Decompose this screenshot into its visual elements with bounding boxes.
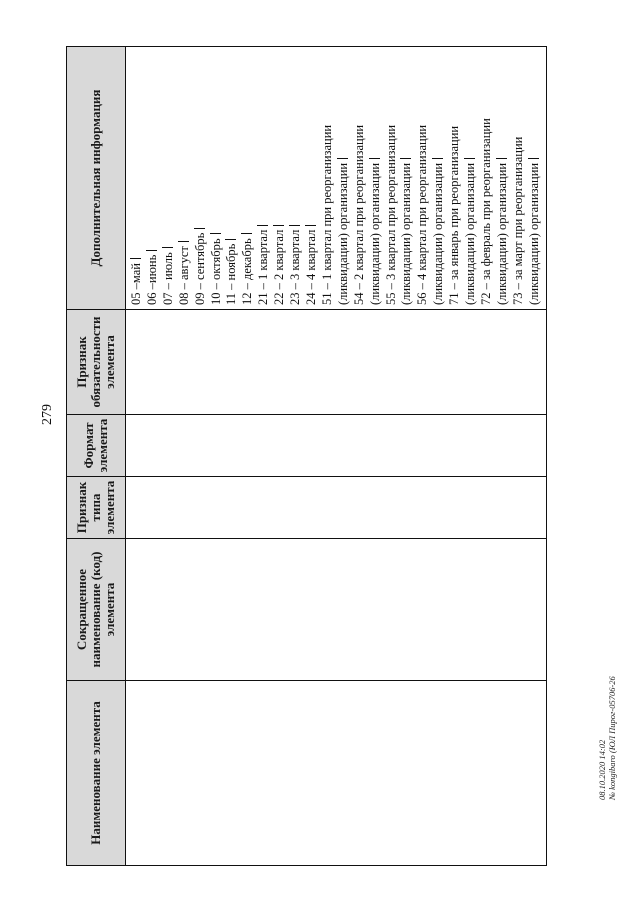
- stamp-line-2: № kongibaro (ЮЛ Пирог-05706-26: [607, 676, 617, 800]
- separator-bar: [130, 258, 141, 259]
- cell-element-format: [126, 415, 547, 477]
- element-spec-table-wrapper: [66, 47, 541, 866]
- info-line-text: 54 – 2 квартал при реорганизации: [351, 124, 366, 305]
- info-line: [399, 51, 415, 305]
- info-line-text: 51 – 1 квартал при реорганизации: [319, 124, 334, 305]
- separator-bar: [194, 228, 205, 229]
- info-line-text: (ликвидации) организации: [335, 162, 350, 305]
- separator-bar: [241, 233, 252, 234]
- separator-bar: [464, 158, 475, 159]
- info-line-text: (ликвидации) организации: [367, 162, 382, 305]
- info-line: [415, 51, 431, 305]
- info-line: [288, 51, 304, 305]
- cell-element-name: [126, 681, 547, 866]
- info-line: [304, 51, 320, 305]
- info-line-text: 71 – за январь при реорганизации: [447, 125, 462, 305]
- info-line-text: (ликвидации) организации: [526, 162, 541, 305]
- cell-additional-info: [126, 47, 547, 310]
- info-line-text: 12 – декабрь: [240, 238, 255, 305]
- table-header-row: [67, 47, 126, 866]
- info-line: [527, 51, 543, 305]
- info-line: [463, 51, 479, 305]
- info-line: [177, 51, 193, 305]
- info-line: [240, 51, 256, 305]
- info-line-text: (ликвидации) организации: [494, 162, 509, 305]
- info-line-text: (ликвидации) организации: [463, 162, 478, 305]
- separator-bar: [162, 247, 173, 248]
- separator-bar: [225, 239, 236, 240]
- info-line: [129, 51, 145, 305]
- separator-bar: [257, 225, 268, 226]
- header-element-name: Наименование элемента: [67, 681, 126, 866]
- info-line: [368, 51, 384, 305]
- info-line-text: 22 – 2 квартал: [272, 229, 287, 305]
- info-line: [511, 51, 527, 305]
- info-line: [256, 51, 272, 305]
- info-line: [431, 51, 447, 305]
- separator-bar: [496, 158, 507, 159]
- header-element-type: Признак типа элемента: [67, 477, 126, 539]
- info-line-text: 07 – июль: [160, 252, 175, 305]
- info-line: [209, 51, 225, 305]
- info-line: [447, 51, 463, 305]
- info-line: [479, 51, 495, 305]
- table-row: [126, 47, 547, 866]
- info-line: [145, 51, 161, 305]
- separator-bar: [432, 158, 443, 159]
- header-element-format: Формат элемента: [67, 415, 126, 477]
- header-required-flag: Признак обязательности элемента: [67, 310, 126, 415]
- info-line-text: 08 – август: [176, 246, 191, 305]
- separator-bar: [273, 225, 284, 226]
- stamp-line-1: 08.10.2020 14:02: [597, 739, 607, 800]
- info-line-text: 56 – 4 квартал при реорганизации: [415, 124, 430, 305]
- info-line-text: 09 – сентябрь: [192, 232, 207, 305]
- page-number: 279: [40, 404, 55, 425]
- info-line-text: 11 – ноябрь: [224, 243, 239, 305]
- separator-bar: [178, 241, 189, 242]
- info-line: [336, 51, 352, 305]
- info-line-text: (ликвидации) организации: [399, 162, 414, 305]
- info-line-text: 05 –май: [129, 263, 143, 305]
- info-line-text: (ликвидации) организации: [431, 162, 446, 305]
- cell-required-flag: [126, 310, 547, 415]
- info-line: [224, 51, 240, 305]
- info-line: [384, 51, 400, 305]
- separator-bar: [210, 233, 221, 234]
- info-line: [495, 51, 511, 305]
- separator-bar: [400, 158, 411, 159]
- info-line: [320, 51, 336, 305]
- separator-bar: [528, 158, 539, 159]
- cell-short-name-code: [126, 539, 547, 681]
- header-additional-info: Дополнительная информация: [67, 47, 126, 310]
- info-line: [193, 51, 209, 305]
- cell-element-type: [126, 477, 547, 539]
- info-line-text: 21 – 1 квартал: [256, 229, 271, 305]
- separator-bar: [337, 158, 348, 159]
- separator-bar: [369, 158, 380, 159]
- document-stamp: [597, 676, 617, 800]
- separator-bar: [289, 225, 300, 226]
- info-line-text: 72 – за февраль при реорганизации: [478, 118, 493, 305]
- info-line-text: 55 – 3 квартал при реорганизации: [383, 124, 398, 305]
- info-line: [272, 51, 288, 305]
- separator-bar: [305, 225, 316, 226]
- info-line-text: 73 – за март при реорганизации: [510, 136, 525, 305]
- info-line-text: 06 –июнь: [144, 254, 159, 305]
- info-line: [352, 51, 368, 305]
- info-line-text: 10 – октябрь: [208, 238, 223, 305]
- info-line: [161, 51, 177, 305]
- header-short-name-code: Сокращенное наименование (код) элемента: [67, 539, 126, 681]
- info-line-text: 24 – 4 квартал: [303, 229, 318, 305]
- info-line-text: 23 – 3 квартал: [288, 229, 303, 305]
- separator-bar: [146, 250, 157, 251]
- element-spec-table: [66, 46, 547, 866]
